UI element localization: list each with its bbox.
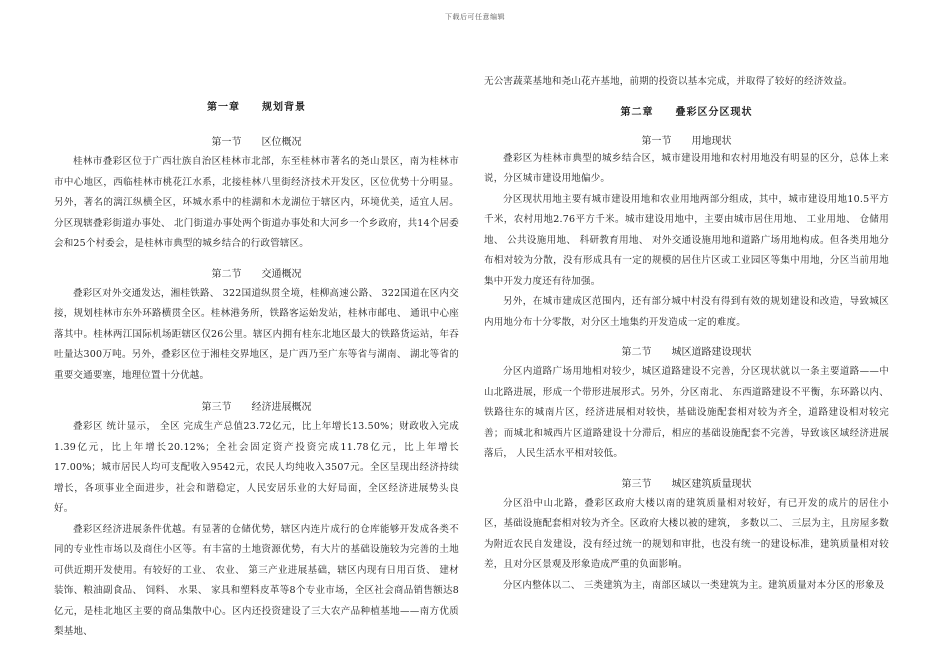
left-column	[54, 70, 459, 643]
section-2-title: 第二节 交通概况	[211, 268, 302, 280]
paragraph: 桂林市叠彩区位于广西壮族自治区桂林市北部，东至桂林市著名的尧山景区，南为桂林市市中心地区，西临桂林市桃花江水系，北接桂林八里街经济技术开发区，区位优势十分明显。另外，著名的漓江纵横全区，环城水系中的桂湖和木龙湖位于辖区内，环境优美，适宜人居。分区现辖叠彩街道办事处、 北门街道办事处两个街道办事处和大河乡一个乡政府，共14个居委会和25个村委会，是桂林市典型的城乡结合的行政管辖区。	[54, 156, 459, 249]
watermark-text: 下载后可任意编辑	[445, 13, 505, 21]
section-3-title: 第三节 经济进展概况	[201, 402, 312, 413]
paragraph: 叠彩区 统计显示， 全区 完成生产总值23.72亿元，比上年增长13.50%；财政收入完成1.39亿元，比上年增长20.12%；全社会固定资产投资完成11.78亿元，比上年增长17.00%；城市居民人均可支配收入9542元，农民人均纯收入3507元。全区呈现出经济持续增长，各项事业全面进步，社会和谐稳定，人民安居乐业的大好局面，全区经济进展势头良好。	[54, 421, 459, 514]
paragraph: 叠彩区对外交通发达，湘桂铁路、 322国道纵贯全境，桂柳高速公路、 322国道在区内交接，规划桂林市东外环路横贯全区。桂林港务所，铁路客运始发站，桂林市邮电、 通讯中心座落其中。桂林两江国际机场距辖区仅26公里。辖区内拥有桂东北地区最大的铁路货运站，年吞吐量达300万吨。另外，叠彩区位于湘桂交界地区，是广西乃至广东等省与湖南、 湖北等省的重要交通要塞，地理位置十分优越。	[54, 287, 459, 381]
section-3-title: 第三节 城区建筑质量现状	[621, 478, 752, 490]
chapter-2-title: 第二章 叠彩区分区现状	[620, 106, 753, 118]
paragraph-continued: 无公害蔬菜基地和尧山花卉基地，前期的投资以基本完成，并取得了较好的经济效益。	[484, 76, 853, 87]
section-2-title: 第二节 城区道路建设现状	[621, 347, 752, 358]
section-1-title: 第一节 用地现状	[641, 135, 732, 147]
paragraph: 另外，在城市建成区范围内，还有部分城中村没有得到有效的规划建设和改造，导致城区内用地分布十分零散，对分区土地集约开发造成一定的难度。	[484, 296, 889, 328]
right-column	[484, 72, 889, 596]
paragraph: 分区沿中山北路，叠彩区政府大楼以南的建筑质量相对较好，有已开发的成片的居住小区，基础设施配套相对较为齐全。区政府大楼以被的建筑， 多数以二、 三层为主，且房屋多数为附近农民自发建设，没有经过统一的规划和审批，也没有统一的建设标准，建筑质量相对较差，且对分区景观及形象造成严重的负面影响。	[484, 497, 889, 570]
paragraph: 叠彩区为桂林市典型的城乡结合区，城市建设用地和农村用地没有明显的区分，总体上来说，分区城市建设用地偏少。	[484, 152, 889, 184]
chapter-1-title: 第一章 规划背景	[207, 102, 306, 113]
paragraph: 分区内整体以二、 三类建筑为主，南部区域以一类建筑为主。建筑质量对本分区的形象及	[503, 579, 885, 591]
paragraph: 分区现状用地主要有城市建设用地和农业用地两部分组成，其中，城市建设用地10.5平方千米，农村用地2.76平方千米。城市建设用地中，主要由城市居住用地、 工业用地、 仓储用地、 公共设施用地、 科研教育用地、 对外交通设施用地和道路广场用地构成。但各类用地分布相对较为分散，没有形成具有一定的规模的居住片区或工业园区等集中用地，分区当前用地集中开发力度还有待加强。	[484, 193, 889, 287]
paragraph: 分区内道路广场用地相对较少，城区道路建设不完善，分区现状就以一条主要道路——中山北路进展，形成一个带形进展形式。另外，分区南北、 东西道路建设不平衡，东环路以内、 铁路往东的城南片区，经济进展相对较快，基础设施配套相对较为齐全，道路建设相对较完善；而城北和城西片区道路建设十分滞后，相应的基础设施配套不完善，导致该区域经济进展落后， 人民生活水平相对较低。	[484, 366, 889, 459]
paragraph: 叠彩区经济进展条件优越。有显著的仓储优势，辖区内连片成行的仓库能够开发成各类不同的专业性市场以及商住小区等。有丰富的土地资源优势，有大片的基础设施较为完善的土地可供近期开发使用。有较好的工业、 农业、 第三产业进展基础，辖区内现有日用百货、 建材装饰、粮油副食品、 饲料、 水果、 家具和塑料皮革等8个专业市场，全区社会商品销售额达8亿元，是桂北地区主要的商品集散中心。区内还投资建设了三大农产品种植基地——南方优质梨基地、	[54, 523, 459, 637]
section-1-title: 第一节 区位概况	[211, 137, 302, 148]
